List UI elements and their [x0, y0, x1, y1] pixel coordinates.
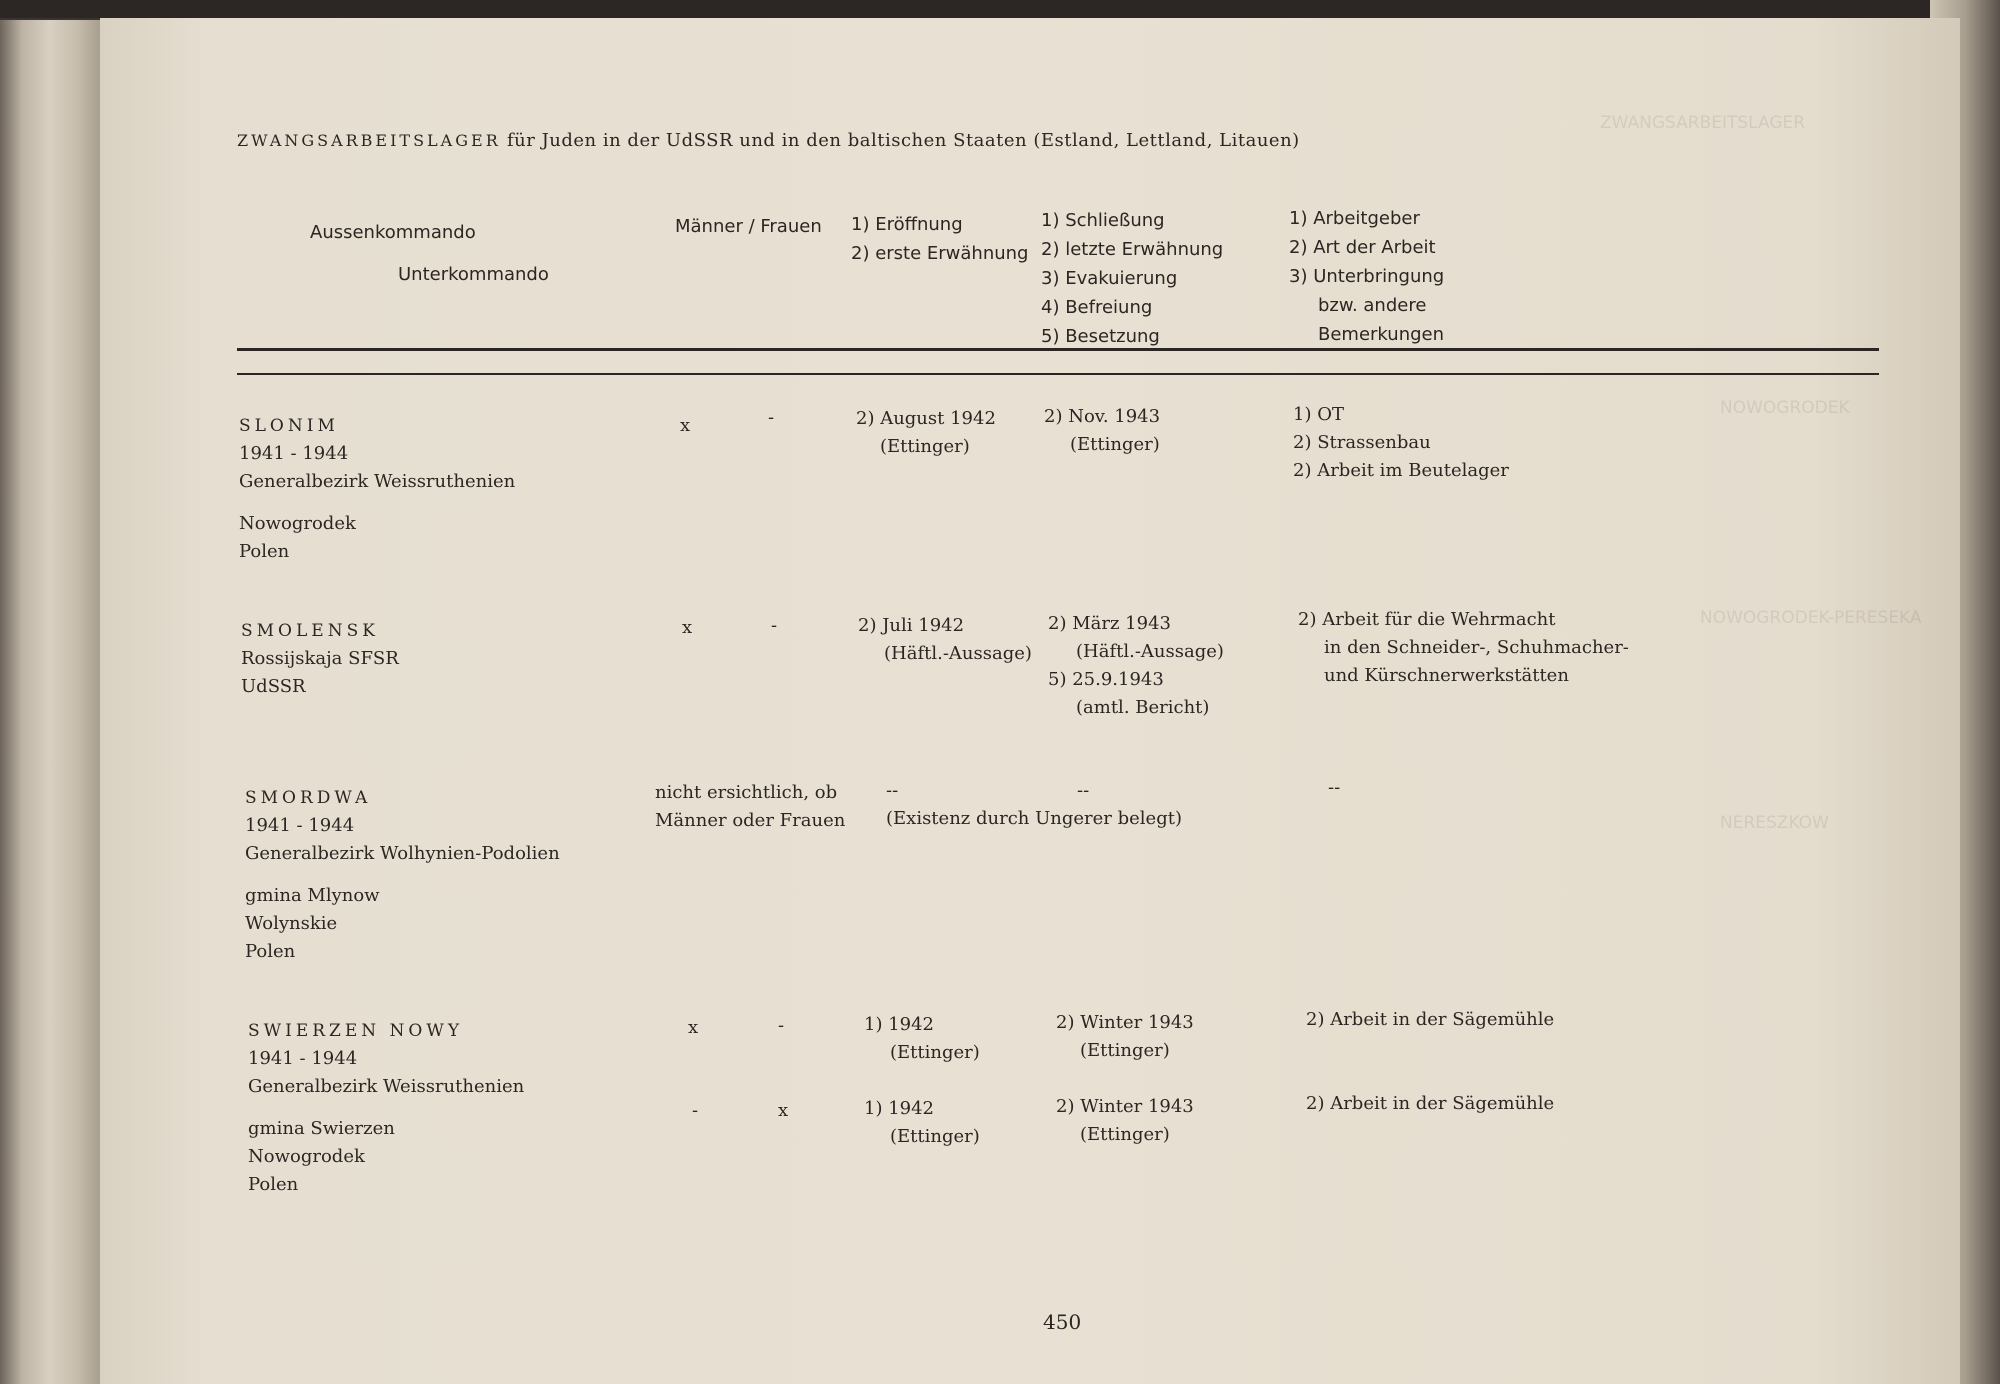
opening-source: (Ettinger)	[890, 1126, 980, 1147]
closing-source: (Ettinger)	[1080, 1040, 1170, 1061]
entry-swierzen-location	[248, 1017, 524, 1199]
smolensk-closing	[1048, 610, 1224, 722]
closing-line: 5) 25.9.1943	[1048, 669, 1164, 690]
slonim-opening	[856, 405, 996, 461]
show-through-text: ZWANGSARBEITSLAGER	[1600, 113, 1806, 133]
remark-line: 2) Strassenbau	[1293, 432, 1431, 453]
remark-line: 2) Arbeit im Beutelager	[1293, 460, 1509, 481]
swierzen-row1-women: -	[778, 1015, 785, 1036]
camp-name: SWIERZEN NOWY	[248, 1021, 464, 1041]
header-line: 1) Schließung	[1041, 210, 1165, 231]
opening-source: (Häftl.-Aussage)	[884, 643, 1032, 664]
opening-source: (Ettinger)	[880, 436, 970, 457]
header-rule-lower	[237, 373, 1879, 375]
camp-years: 1941 - 1944	[245, 815, 355, 836]
swierzen-row1-opening	[864, 1011, 980, 1067]
swierzen-row1-closing	[1056, 1009, 1194, 1065]
header-schliessung	[1041, 206, 1223, 351]
swierzen-row2-women: x	[778, 1100, 789, 1121]
header-line: 5) Besetzung	[1041, 326, 1160, 347]
swierzen-row2-men: -	[692, 1100, 699, 1121]
swierzen-row2-opening	[864, 1095, 980, 1151]
header-line: 2) erste Erwähnung	[851, 243, 1029, 264]
smolensk-opening	[858, 612, 1032, 668]
remark-line: 1) OT	[1293, 404, 1344, 425]
header-line: 1) Eröffnung	[851, 214, 963, 235]
camp-country: UdSSR	[241, 676, 306, 697]
closing-source: (Ettinger)	[1080, 1124, 1170, 1145]
closing-source: (Häftl.-Aussage)	[1076, 641, 1224, 662]
swierzen-row1-remarks: 2) Arbeit in der Sägemühle	[1306, 1009, 1555, 1030]
header-eroeffnung	[851, 210, 1029, 268]
camp-years: 1941 - 1944	[239, 443, 349, 464]
header-line: 4) Befreiung	[1041, 297, 1153, 318]
slonim-remarks	[1293, 401, 1509, 485]
remark-line: 2) Arbeit für die Wehrmacht	[1298, 609, 1556, 630]
header-aussenkommando: Aussenkommando	[310, 222, 476, 243]
header-maenner-frauen: Männer / Frauen	[675, 216, 822, 237]
opening-source: (Ettinger)	[890, 1042, 980, 1063]
smolensk-women: -	[771, 615, 778, 636]
page-title	[237, 130, 1300, 151]
title-caps: ZWANGSARBEITSLAGER	[237, 131, 501, 150]
header-rule	[237, 348, 1879, 351]
camp-sublocation: gmina Mlynow	[245, 885, 380, 906]
camp-sublocation: Nowogrodek	[239, 513, 356, 534]
closing-line: 2) März 1943	[1048, 613, 1171, 634]
entry-slonim-location	[239, 412, 515, 566]
swierzen-row1-men: x	[688, 1017, 699, 1038]
page-number: 450	[1043, 1310, 1082, 1334]
smordwa-remarks: --	[1328, 777, 1341, 798]
camp-region: Generalbezirk Weissruthenien	[239, 471, 516, 492]
header-line: 2) Art der Arbeit	[1289, 237, 1436, 258]
show-through-text: NERESZKOW	[1720, 813, 1829, 833]
show-through-text: NOWOGRODEK-PERESEKA	[1700, 608, 1922, 628]
smordwa-opening	[886, 777, 1182, 833]
header-line: 2) letzte Erwähnung	[1041, 239, 1224, 260]
mf-line: nicht ersichtlich, ob	[655, 782, 838, 803]
title-rest: für Juden in der UdSSR und in den baltischen Staaten (Estland, Lettland, Litauen)	[506, 130, 1300, 151]
remark-line: und Kürschnerwerkstätten	[1324, 665, 1569, 686]
closing-line: 2) Winter 1943	[1056, 1096, 1194, 1117]
smolensk-remarks	[1298, 606, 1629, 690]
slonim-closing	[1044, 403, 1160, 459]
camp-country: Polen	[248, 1174, 299, 1195]
header-line: 3) Unterbringung	[1289, 266, 1445, 287]
camp-name: SLONIM	[239, 416, 339, 436]
mf-line: Männer oder Frauen	[655, 810, 846, 831]
opening-line: --	[886, 780, 899, 801]
camp-region: Generalbezirk Weissruthenien	[248, 1076, 525, 1097]
header-line: Bemerkungen	[1318, 324, 1445, 345]
swierzen-row2-remarks: 2) Arbeit in der Sägemühle	[1306, 1093, 1555, 1114]
closing-line: 2) Winter 1943	[1056, 1012, 1194, 1033]
camp-years: 1941 - 1944	[248, 1048, 358, 1069]
entry-smordwa-location	[245, 784, 560, 966]
camp-sublocation: Wolynskie	[245, 913, 338, 934]
header-unterkommando: Unterkommando	[398, 264, 549, 285]
camp-region: Generalbezirk Wolhynien-Podolien	[245, 843, 560, 864]
camp-name: SMORDWA	[245, 788, 372, 808]
smordwa-men-women	[655, 779, 845, 835]
opening-line: 1) 1942	[864, 1098, 935, 1119]
camp-sublocation: gmina Swierzen	[248, 1118, 395, 1139]
slonim-men: x	[680, 415, 691, 436]
closing-source: (Ettinger)	[1070, 434, 1160, 455]
header-line: bzw. andere	[1318, 295, 1427, 316]
smordwa-closing: --	[1077, 780, 1090, 801]
camp-country: Polen	[245, 941, 296, 962]
opening-line: 2) August 1942	[856, 408, 996, 429]
opening-line: 1) 1942	[864, 1014, 935, 1035]
camp-name: SMOLENSK	[241, 621, 379, 641]
entry-smolensk-location	[241, 617, 399, 701]
show-through-text: NOWOGRODEK	[1720, 398, 1850, 418]
closing-line: 2) Nov. 1943	[1044, 406, 1161, 427]
header-line: 3) Evakuierung	[1041, 268, 1178, 289]
opening-source: (Existenz durch Ungerer belegt)	[886, 808, 1182, 829]
header-line: 1) Arbeitgeber	[1289, 208, 1420, 229]
camp-sublocation: Nowogrodek	[248, 1146, 365, 1167]
header-arbeitgeber	[1289, 204, 1444, 349]
background-top	[0, 0, 2000, 18]
opening-line: 2) Juli 1942	[858, 615, 965, 636]
remark-line: in den Schneider-, Schuhmacher-	[1324, 637, 1629, 658]
swierzen-row2-closing	[1056, 1093, 1194, 1149]
camp-country: Polen	[239, 541, 290, 562]
camp-republic: Rossijskaja SFSR	[241, 648, 399, 669]
slonim-women: -	[768, 407, 775, 428]
closing-source: (amtl. Bericht)	[1076, 697, 1210, 718]
book-page-stack-left	[0, 20, 110, 1384]
smolensk-men: x	[682, 617, 693, 638]
